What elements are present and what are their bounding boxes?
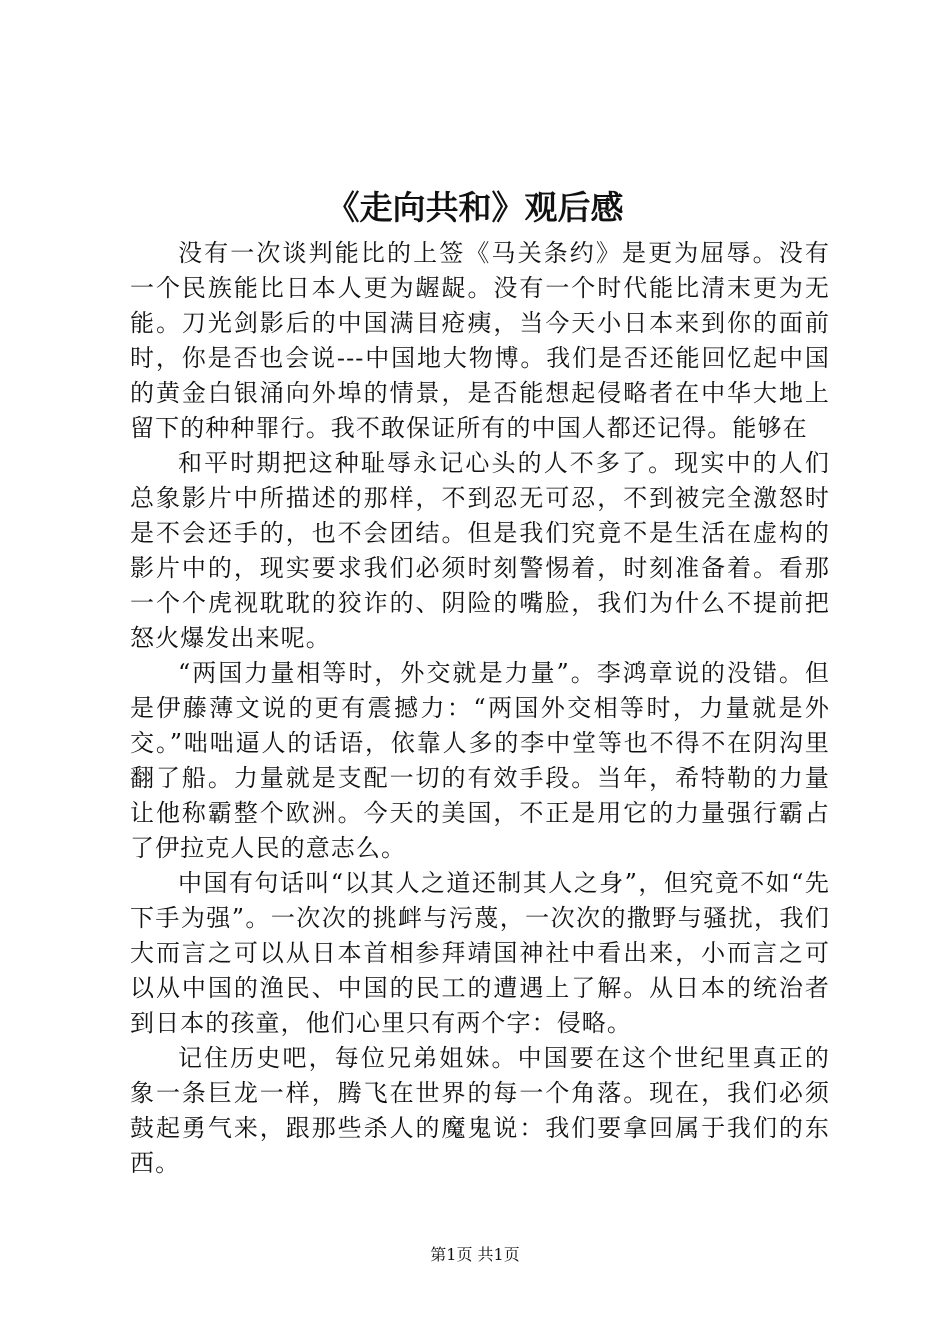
paragraph-5: 记住历史吧，每位兄弟姐妹。中国要在这个世纪里真正的象一条巨龙一样，腾飞在世界的每一个角落。现在，我们必须鼓起勇气来，跟那些杀人的魔鬼说：我们要拿回属于我们的东西。 [130, 1044, 830, 1177]
document-body [130, 236, 830, 1181]
paragraph-3: “两国力量相等时，外交就是力量”。李鸿章说的没错。但是伊藤薄文说的更有震撼力：“两国外交相等时，力量就是外交。”咄咄逼人的话语，依靠人多的李中堂等也不得不在阴沟里翻了船。力量就是支配一切的有效手段。当年，希特勒的力量让他称霸整个欧洲。今天的美国，不正是用它的力量强行霸占了伊拉克人民的意志么。 [130, 659, 830, 862]
paragraph-4: 中国有句话叫“以其人之道还制其人之身”，但究竟不如“先下手为强”。一次次的挑衅与污蔑，一次次的撒野与骚扰，我们大而言之可以从日本首相参拜靖国神社中看出来，小而言之可以从中国的渔民、中国的民工的遭遇上了解。从日本的统治者到日本的孩童，他们心里只有两个字：侵略。 [130, 869, 830, 1037]
paragraph-2: 和平时期把这种耻辱永记心头的人不多了。现实中的人们总象影片中所描述的那样，不到忍无可忍，不到被完全激怒时是不会还手的，也不会团结。但是我们究竟不是生活在虚构的影片中的，现实要求我们必须时刻警惕着，时刻准备着。看那一个个虎视耽耽的狡诈的、阴险的嘴脸，我们为什么不提前把怒火爆发出来呢。 [130, 449, 830, 652]
document-title: 《走向共和》观后感 [326, 188, 624, 227]
page-footer: 第1页 共1页 [430, 1245, 520, 1264]
paragraph-1: 没有一次谈判能比的上签《马关条约》是更为屈辱。没有一个民族能比日本人更为龌龊。没有一个时代能比清末更为无能。刀光剑影后的中国满目疮痍，当今天小日本来到你的面前时，你是否也会说---中国地大物博。我们是否还能回忆起中国的黄金白银涌向外埠的情景，是否能想起侵略者在中华大地上留下的种种罪行。我不敢保证所有的中国人都还记得。能够在 [130, 239, 830, 442]
